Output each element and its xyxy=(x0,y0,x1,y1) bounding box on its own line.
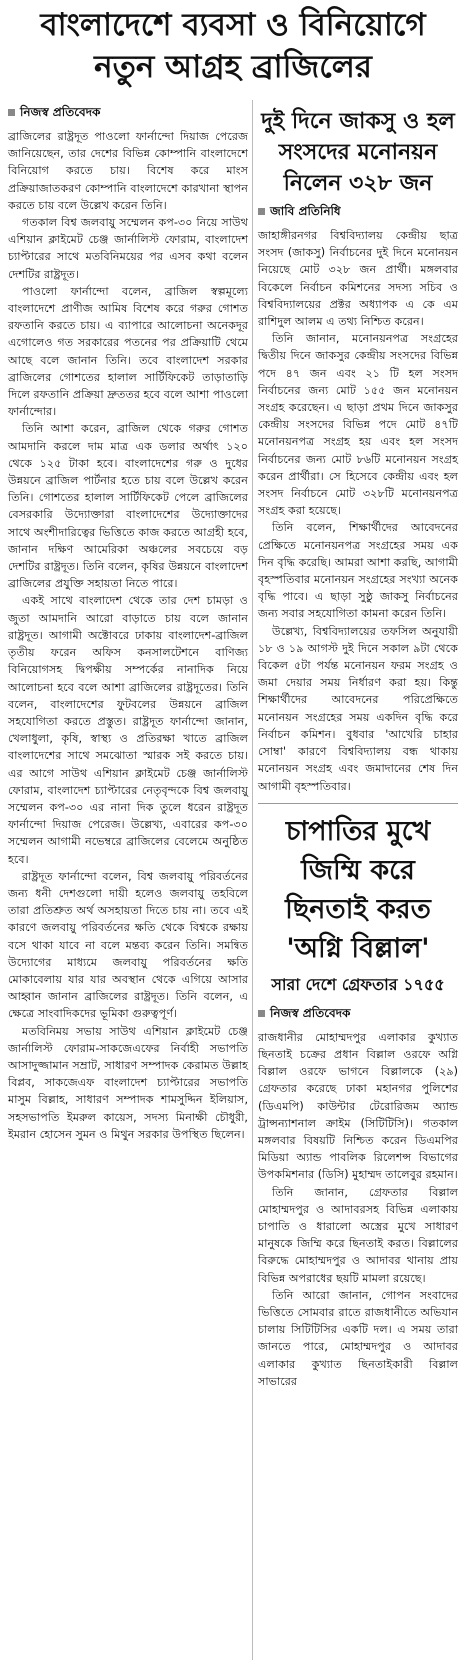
jucsu-paragraph: উল্লেখ্য, বিশ্ববিদ্যালয়ের তফসিল অনুযায়ী ১৮ ও ১৯ আগস্ট দুই দিনে সকাল ৯টা থেকে বিকেল ৫টা পর্যন্ত মনোনয়ন ফরম সংগ্রহ ও জমা দেয়ার সময় নির্ধারণ করা হয়। কিন্তু শিক্ষার্থীদের আবেদনের পরিপ্রেক্ষিতে মনোনয়ন সংগ্রহের সময় একদিন বৃদ্ধি করে নির্বাচন কমিশন। বুধবার 'আখেরি চাহার সোম্বা' কারণে বিশ্ববিদ্যালয় বন্ধ থাকায় মনোনয়ন সংগ্রহ এবং জমাদানের শেষ দিন আগামী বৃহস্পতিবার। xyxy=(258,624,458,793)
story-divider xyxy=(258,803,458,804)
bullet-icon xyxy=(258,208,265,215)
main-story-paragraph: একই সাথে বাংলাদেশ থেকে তার দেশ চামড়া ও জুতা আমদানি আরো বাড়াতে চায় বলে জানান রাষ্ট্রদূত। আগামী অক্টোবরে ঢাকায় বাংলাদেশ-ব্রাজিল তৃতীয় ফরেন অফিস কনসালটেশনে বাণিজ্য বিনিয়োগসহ দ্বিপক্ষীয় সম্পর্কের নানাদিক নিয়ে আলোচনা হবে বলে আশা ব্রাজিলের রাষ্ট্রদূতের। তিনি বলেন, বাংলাদেশের ফুটবলের উন্নয়নে ব্রাজিল সহযোগিতা করতে প্রস্তুত। রাষ্ট্রদূত ফার্নান্দো জানান, খেলাধুলা, কৃষি, স্বাস্থ্য ও প্রতিরক্ষা খাতে ব্রাজিল বাংলাদেশের সাথে সমঝোতা স্মারক সই করতে চায়। এর আগে সাউথ এশিয়ান ক্লাইমেট চেঞ্জ জার্নালিস্ট ফোরাম, বাংলাদেশ চ্যাপ্টারের নেতৃবৃন্দকে বিশ্ব জলবায়ু সম্মেলন কপ-৩০ এর নানা দিক তুলে ধরেন রাষ্ট্রদূত ফার্নান্দো দিয়াজ পেরেজ। উল্লেখ্য, এবারের কপ-৩০ সম্মেলন আগামী নভেম্বরে ব্রাজিলের বেলেমে অনুষ্ঠিত হবে। xyxy=(8,594,248,866)
main-story-paragraph: তিনি আশা করেন, ব্রাজিল থেকে গরুর গোশত আমদানি করলে দাম মাত্র এক ডলার অর্থাৎ ১২০ থেকে ১২৫ টাকা হবে। বাংলাদেশের গরু ও দুধের উন্নয়নে ব্রাজিল পার্টনার হতে চায় বলে উল্লেখ করেন তিনি। গোশতের হালাল সার্টিফিকেট পেলে ব্রাজিলের বেসরকারি উদ্যোক্তারা বাংলাদেশের উদ্যোক্তাদের সাথে অংশীদারিত্বের ভিত্তিতে কাজ করতে আগ্রহী হবে, জানান দক্ষিণ আমেরিকা অঞ্চলের সবচেয়ে বড় দেশটির রাষ্ট্রদূত। তিনি বলেন, কৃষির উন্নয়নে বাংলাদেশ ব্রাজিলের প্রযুক্তি সহায়তা নিতে পারে। xyxy=(8,422,248,591)
bullet-icon xyxy=(258,1010,265,1017)
main-headline-line2: নতুন আগ্রহ ব্রাজিলের xyxy=(94,49,372,85)
side-stories-column xyxy=(258,100,458,1390)
chapati-paragraph: তিনি আরো জানান, গোপন সংবাদের ভিত্তিতে সোমবার রাতে রাজধানীতে অভিযান চালায় সিটিটিসির একটি দল। এ সময় তারা জানতে পারে, মোহাম্মদপুর ও আদাবর এলাকার কুখ্যাত ছিনতাইকারী বিল্লাল সাভারের xyxy=(258,1288,458,1388)
chapati-byline: নিজস্ব প্রতিবেদক xyxy=(258,1005,458,1025)
main-headline-line1: বাংলাদেশে ব্যবসা ও বিনিয়োগে xyxy=(40,7,426,43)
main-story-paragraph: গতকাল বিশ্ব জলবায়ু সম্মেলন কপ-৩০ নিয়ে সাউথ এশিয়ান ক্লাইমেট চেঞ্জ জার্নালিস্ট ফোরাম, বাংলাদেশ চ্যাপ্টারের সাথে মতবিনিময়ের পর এসব কথা বলেন দেশটির রাষ্ট্রদূত। xyxy=(8,216,248,281)
jucsu-paragraph: জাহাঙ্গীরনগর বিশ্ববিদ্যালয় কেন্দ্রীয় ছাত্র সংসদ (জাকসু) নির্বাচনের দুই দিনে মনোনয়ন নিয়েছে মোট ৩২৮ জন প্রার্থী। মঙ্গলবার বিকেলে নির্বাচন কমিশনের সদস্য সচিব ও বিশ্ববিদ্যালয়ের প্রক্টর অধ্যাপক এ কে এম রাশিদুল আলম এ তথ্য নিশ্চিত করেন। xyxy=(258,229,458,329)
jucsu-paragraph: তিনি জানান, মনোনয়নপত্র সংগ্রহের দ্বিতীয় দিনে জাকসুর কেন্দ্রীয় সংসদের বিভিন্ন পদে ৪৭ জন এবং ২১ টি হল সংসদ নির্বাচনের জন্য মোট ১৫৫ জন মনোনয়ন সংগ্রহ করেছেন। এ ছাড়া প্রথম দিনে জাকসুর কেন্দ্রীয় সংসদের বিভিন্ন পদে মোট ৪৭টি মনোনয়নপত্র সংগ্রহ হয় এবং হল সংসদ নির্বাচনের জন্য মোট ৮৬টি মনোনয়ন সংগ্রহ করেন প্রার্থীরা। সে হিসেবে কেন্দ্রীয় এবং হল সংসদ নির্বাচনে মোট ৩২৮টি মনোনয়নপত্র সংগ্রহ করা হয়েছে। xyxy=(258,332,458,518)
chapati-story xyxy=(258,812,458,1390)
chapati-paragraph: রাজধানীর মোহাম্মদপুর এলাকার কুখ্যাত ছিনতাই চক্রের প্রধান বিল্লাল ওরফে অগ্নি বিল্লাল ওরফে ভাগনে বিল্লালকে (২৯) গ্রেফতার করেছে ঢাকা মহানগর পুলিশের (ডিএমপি) কাউন্টার টেরোরিজম অ্যান্ড ট্রান্সন্যাশনাল ক্রাইম (সিটিটিসি)। গতকাল মঙ্গলবার বিষয়টি নিশ্চিত করেন ডিএমপির মিডিয়া অ্যান্ড পাবলিক রিলেশন্স বিভাগের উপকমিশনার (ডিসি) মুহাম্মদ তালেবুর রহমান। xyxy=(258,1030,458,1182)
jucsu-headline: দুই দিনে জাকসু ও হল সংসদের মনোনয়ন নিলেন ৩২৮ জন xyxy=(261,109,455,196)
main-story-paragraph: মতবিনিময় সভায় সাউথ এশিয়ান ক্লাইমেট চেঞ্জ জার্নালিস্ট ফোরাম-সাকজেএফের নির্বাহী সভাপতি আসাদুজ্জামান সম্রাট, সাধারণ সম্পাদক কেরামত উল্লাহ বিপ্লব, সাকজেএফ বাংলাদেশ চ্যাপ্টারের সভাপতি মাসুম বিল্লাহ, সাধারণ সম্পাদক শামসুদ্দিন ইলিয়াস, সহসভাপতি ইমরুল কায়েস, সদস্য মিনাক্ষী চৌধুরী, ইমরান হোসেন সুমন ও মিথুন সরকার উপস্থিত ছিলেন। xyxy=(8,1024,248,1141)
chapati-headline: চাপাতির মুখে জিম্মি করে ছিনতাই করত 'অগ্নি বিল্লাল' xyxy=(285,815,431,964)
column-divider xyxy=(252,100,253,1660)
jucsu-story xyxy=(258,106,458,795)
chapati-kicker: সারা দেশে গ্রেফতার ১৭৫৫ xyxy=(271,974,445,994)
main-headline xyxy=(6,4,460,88)
main-story-paragraph: ব্রাজিলের রাষ্ট্রদূত পাওলো ফার্নান্দো দিয়াজ পেরেজ জানিয়েছেন, তার দেশের বিভিন্ন কোম্পানি বাংলাদেশে বিনিয়োগ করতে চায়। বিশেষ করে মাংস প্রক্রিয়াজাতকরণ কোম্পানি বাংলাদেশে কারখানা স্থাপন করতে চায় বলে উল্লেখ করেন তিনি। xyxy=(8,130,248,212)
main-story-byline: নিজস্ব প্রতিবেদক xyxy=(8,104,248,124)
main-story-paragraph: পাওলো ফার্নান্দো বলেন, ব্রাজিল স্বল্পমূল্যে বাংলাদেশে প্রাণীজ আমিষ বিশেষ করে গরুর গোশত রফতানি করতে চায়। এ ব্যাপারে আলোচনা অনেকদূর এগোলেও গত সরকারের পতনের পর প্রক্রিয়াটি থেমে আছে বলে জানান তিনি। তবে বাংলাদেশ সরকার ব্রাজিলের গোশতের হালাল সার্টিফিকেট তাড়াতাড়ি দিলে রফতানি প্রক্রিয়া দ্রুততর হবে বলে আশা পাওলো ফার্নান্দোর। xyxy=(8,284,248,419)
jucsu-byline: জাবি প্রতিনিধি xyxy=(258,203,458,223)
main-story-column xyxy=(8,100,248,1143)
jucsu-paragraph: তিনি বলেন, শিক্ষার্থীদের আবেদনের প্রেক্ষিতে মনোনয়নপত্র সংগ্রহের সময় এক দিন বৃদ্ধি করেছি। আমরা আশা করছি, আগামী বৃহস্পতিবার মনোনয়ন সংগ্রহের সংখ্যা অনেক বৃদ্ধি পাবে। এ ছাড়া সুষ্ঠু জাকসু নির্বাচনের জন্য সবার সহযোগিতা কামনা করেন তিনি। xyxy=(258,521,458,621)
bullet-icon xyxy=(8,109,15,116)
chapati-paragraph: তিনি জানান, গ্রেফতার বিল্লাল মোহাম্মদপুর ও আদাবরসহ বিভিন্ন এলাকায় চাপাতি ও ধারালো অস্ত্রের মুখে সাধারণ মানুষকে জিম্মি করে ছিনতাই করত। বিল্লালের বিরুদ্ধে মোহাম্মদপুর ও আদাবর থানায় প্রায় বিভিন্ন অপরাধের ছয়টি মামলা রয়েছে। xyxy=(258,1185,458,1285)
main-story-paragraph: রাষ্ট্রদূত ফার্নান্দো বলেন, বিশ্ব জলবায়ু পরিবর্তনের জন্য ধনী দেশগুলো দায়ী হলেও জলবায়ু তহবিলে তারা প্রতিশ্রুত অর্থ অসহায়তা দিতে চায় না। তবে এই কারণে জলবায়ু পরিবর্তনের ক্ষতি থেকে বিশ্বকে রক্ষায় বসে থাকা যাবে না বলে মন্তব্য করেন তিনি। সমন্বিত উদ্যোগের মাধ্যমে জলবায়ু পরিবর্তনের ক্ষতি মোকাবেলায় যার যার অবস্থান থেকে এগিয়ে আসার আহ্বান জানান ব্রাজিলের রাষ্ট্রদূত। তিনি বলেন, এ ক্ষেত্রে সাংবাদিকদের ভূমিকা গুরুত্বপূর্ণ। xyxy=(8,869,248,1021)
